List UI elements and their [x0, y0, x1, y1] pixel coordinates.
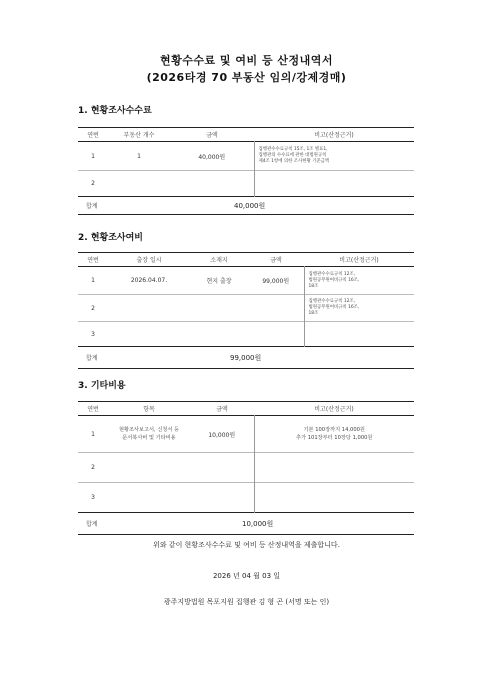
remarks-line: 법원공무원여비규칙 16조, [308, 277, 360, 283]
total-row [78, 513, 414, 535]
table-row [78, 142, 414, 171]
fee-amount: 40,000원 [198, 153, 226, 161]
total-row [78, 197, 414, 215]
document-title: 현황수수료 및 여비 등 산정내역서 [159, 54, 334, 67]
remarks-line: 법원공무원여비규칙 16조, [308, 305, 360, 310]
total-row [78, 347, 414, 369]
total-amount: 10,000원 [242, 519, 274, 528]
column-header: 부동산 개수 [123, 132, 155, 139]
column-header: 연번 [87, 406, 99, 413]
table-row [78, 267, 414, 295]
column-header: 비고(산정근거) [314, 406, 354, 413]
fee-table [78, 127, 414, 215]
total-label: 합계 [86, 203, 98, 210]
section-3-heading: 3. 기타비용 [78, 381, 126, 391]
total-amount: 99,000원 [230, 353, 262, 362]
signature-line: 광주지방법원 목포지원 집행관 김 형 곤 (서명 또는 인) [163, 598, 330, 606]
column-header: 금액 [206, 132, 218, 139]
total-label: 합계 [86, 521, 98, 528]
column-header: 비고(산정근거) [314, 132, 354, 139]
remarks-line: 제4조 1항에 의한 조사현황 기준금액 [258, 159, 330, 164]
remarks-line: 추가 101장부터 10장당 1,000원 [296, 435, 373, 441]
expense-item-line: 문서복사비 및 기타비용 [122, 435, 176, 441]
table-header-row [78, 402, 414, 416]
row-number: 1 [91, 152, 95, 160]
table-row [78, 295, 414, 322]
section-2-heading: 2. 현황조사여비 [78, 233, 143, 243]
table-header-row [78, 253, 414, 267]
column-header: 항목 [143, 406, 155, 413]
remarks-cell [254, 416, 414, 453]
total-label: 합계 [86, 355, 98, 362]
expense-amount: 10,000원 [208, 431, 236, 439]
row-number: 1 [91, 430, 95, 438]
remarks-line: 18조 [308, 283, 319, 289]
submission-statement: 위와 같이 현황조사수수료 및 여비 등 산정내역을 제출합니다. [153, 541, 340, 549]
remarks-line: 기본 100장까지 14,000원 [303, 427, 365, 433]
section-1-heading: 1. 현황조사수수료 [78, 106, 152, 116]
row-number: 1 [91, 277, 95, 284]
row-number: 3 [91, 494, 95, 501]
row-number: 2 [91, 304, 95, 312]
document-subtitle: (2026타경 70 부동산 임의/강제경매) [146, 71, 347, 84]
column-header: 연번 [87, 257, 99, 264]
total-amount: 40,000원 [234, 201, 266, 210]
table-header-row [78, 128, 414, 142]
document-date: 2026 년 04 월 03 일 [212, 572, 281, 580]
remarks-cell [304, 295, 414, 322]
remarks-cell [304, 267, 414, 295]
expense-item [108, 416, 190, 453]
travel-expense-table [78, 252, 414, 369]
expense-item-line: 현황조사보고서, 신청서 등 [118, 427, 180, 433]
remarks-line: 집행관수수료규칙 15조, 1조 별표1, [258, 147, 328, 152]
column-header: 금액 [216, 406, 228, 413]
remarks-line: 집행관의 수수료에 관한 대법원규칙 [258, 153, 327, 158]
table-row [78, 453, 414, 483]
trip-location: 현지 출장 [206, 278, 232, 285]
row-number: 2 [91, 464, 95, 471]
other-expense-table [78, 401, 414, 535]
table-row [78, 322, 414, 347]
row-number: 3 [91, 330, 95, 338]
column-header: 출장 일시 [136, 257, 162, 264]
column-header: 비고(산정근거) [339, 257, 379, 264]
trip-date: 2026.04.07. [130, 277, 168, 284]
column-header: 소재지 [210, 257, 228, 264]
table-row [78, 483, 414, 513]
property-count: 1 [137, 152, 141, 160]
column-header: 금액 [270, 257, 282, 264]
travel-amount: 99,000원 [262, 278, 290, 285]
column-header: 연번 [87, 132, 99, 139]
remarks-line: 집행관수수료규칙 12조, [308, 271, 356, 277]
remarks-line: 18조 [308, 311, 319, 316]
remarks-line: 집행관수수료규칙 12조, [308, 299, 356, 304]
remarks-cell [254, 142, 414, 171]
row-number: 2 [91, 180, 95, 187]
table-row [78, 416, 414, 453]
table-row [78, 171, 414, 197]
